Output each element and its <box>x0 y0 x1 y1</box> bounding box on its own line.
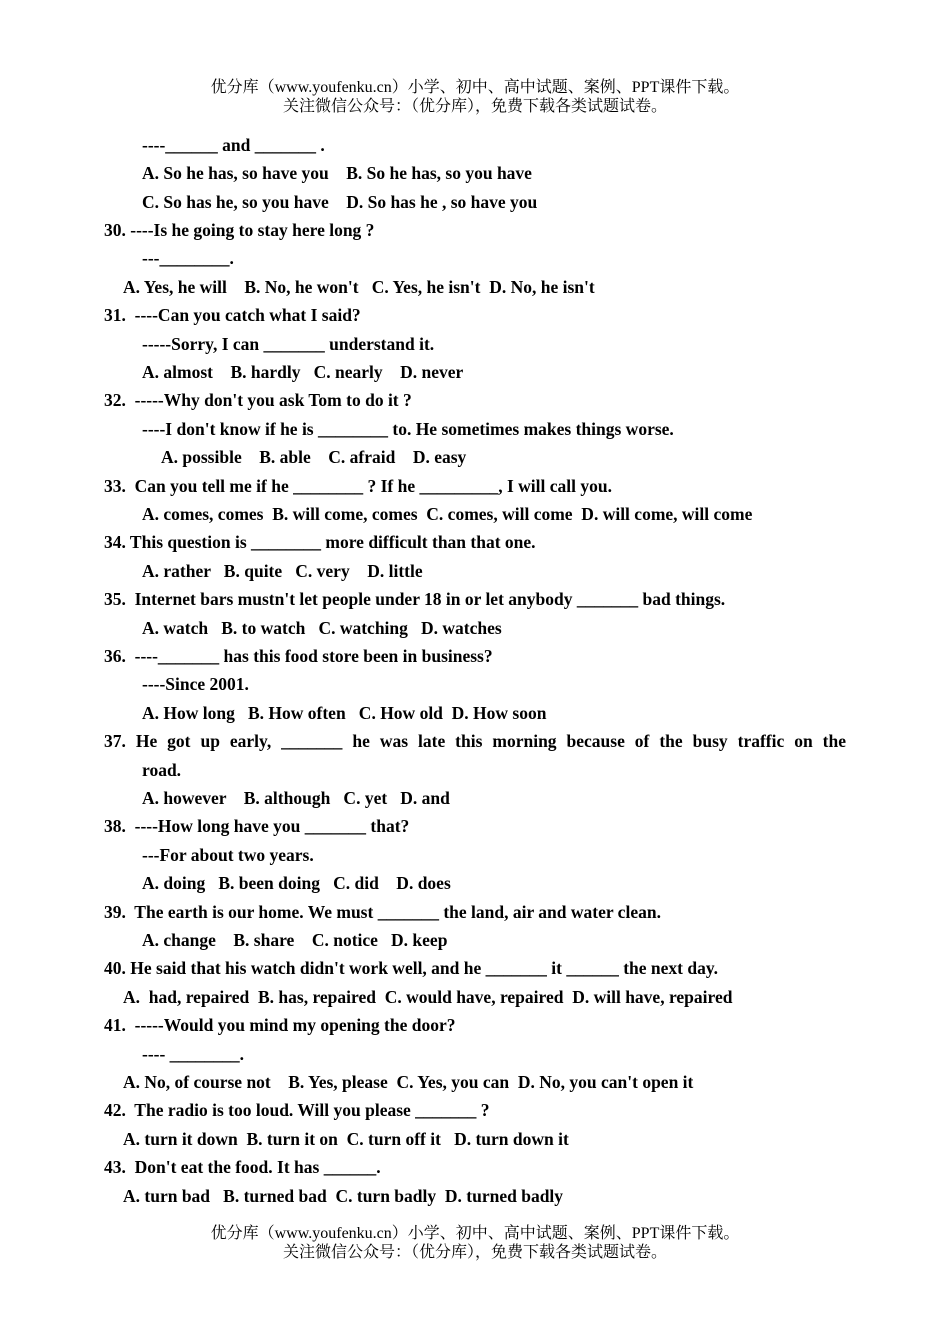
q41-stem: 41. -----Would you mind my opening the door? <box>104 1015 456 1035</box>
header-line-1: 优分库（www.youfenku.cn）小学、初中、高中试题、案例、PPT课件下载。 <box>210 79 740 96</box>
footer-line-2: 关注微信公众号：（优分库），免费下载各类试题试卷。 <box>282 1244 667 1261</box>
footer-line-1: 优分库（www.youfenku.cn）小学、初中、高中试题、案例、PPT课件下载。 <box>210 1225 740 1242</box>
q32-options: A. possible B. able C. afraid D. easy <box>161 447 467 467</box>
page-header <box>0 78 950 116</box>
q39-options: A. change B. share C. notice D. keep <box>142 930 448 950</box>
q33-stem: 33. Can you tell me if he ________ ? If he _________, I will call you. <box>104 476 612 496</box>
q30-answer-line: ---________. <box>142 248 234 268</box>
header-line-2: 关注微信公众号：（优分库），免费下载各类试题试卷。 <box>282 98 667 115</box>
q31-answer-line: -----Sorry, I can _______ understand it. <box>142 334 435 354</box>
q42-stem: 42. The radio is too loud. Will you please _______ ? <box>104 1100 490 1120</box>
q29-answer-line: ----______ and _______ . <box>142 135 325 155</box>
q40-options: A. had, repaired B. has, repaired C. would have, repaired D. will have, repaired <box>123 987 733 1007</box>
q37-stem-continued: road. <box>142 760 182 780</box>
q35-stem: 35. Internet bars mustn't let people under 18 in or let anybody _______ bad things. <box>104 589 726 609</box>
q35-options: A. watch B. to watch C. watching D. watches <box>142 618 502 638</box>
q29-options-row-1: A. So he has, so have you B. So he has, so you have <box>142 163 532 183</box>
q41-options: A. No, of course not B. Yes, please C. Yes, you can D. No, you can't open it <box>123 1072 694 1092</box>
q34-options: A. rather B. quite C. very D. little <box>142 561 423 581</box>
q38-options: A. doing B. been doing C. did D. does <box>142 873 451 893</box>
q37-options: A. however B. although C. yet D. and <box>142 788 450 808</box>
q36-stem: 36. ----_______ has this food store been in business? <box>104 646 493 666</box>
q36-options: A. How long B. How often C. How old D. How soon <box>142 703 547 723</box>
q32-stem: 32. -----Why don't you ask Tom to do it ? <box>104 390 412 410</box>
q37-stem: 37. He got up early, _______ he was late this morning because of the busy traffic on the <box>104 731 846 751</box>
q40-stem: 40. He said that his watch didn't work well, and he _______ it ______ the next day. <box>104 958 719 978</box>
q42-options: A. turn it down B. turn it on C. turn off it D. turn down it <box>123 1129 569 1149</box>
q38-stem: 38. ----How long have you _______ that? <box>104 816 410 836</box>
q36-answer-line: ----Since 2001. <box>142 674 249 694</box>
q30-stem: 30. ----Is he going to stay here long ? <box>104 220 375 240</box>
q43-stem: 43. Don't eat the food. It has ______. <box>104 1157 381 1177</box>
q41-answer-line: ---- ________. <box>142 1044 245 1064</box>
q29-options-row-2: C. So has he, so you have D. So has he , so have you <box>142 192 538 212</box>
q32-answer-line: ----I don't know if he is ________ to. He sometimes makes things worse. <box>142 419 674 439</box>
q34-stem: 34. This question is ________ more difficult than that one. <box>104 532 536 552</box>
q31-stem: 31. ----Can you catch what I said? <box>104 305 361 325</box>
q31-options: A. almost B. hardly C. nearly D. never <box>142 362 464 382</box>
page-footer <box>0 1224 950 1262</box>
q39-stem: 39. The earth is our home. We must _______ the land, air and water clean. <box>104 902 661 922</box>
q30-options: A. Yes, he will B. No, he won't C. Yes, he isn't D. No, he isn't <box>123 277 595 297</box>
q33-options: A. comes, comes B. will come, comes C. comes, will come D. will come, will come <box>142 504 753 524</box>
q43-options: A. turn bad B. turned bad C. turn badly D. turned badly <box>123 1186 564 1206</box>
q38-answer-line: ---For about two years. <box>142 845 314 865</box>
